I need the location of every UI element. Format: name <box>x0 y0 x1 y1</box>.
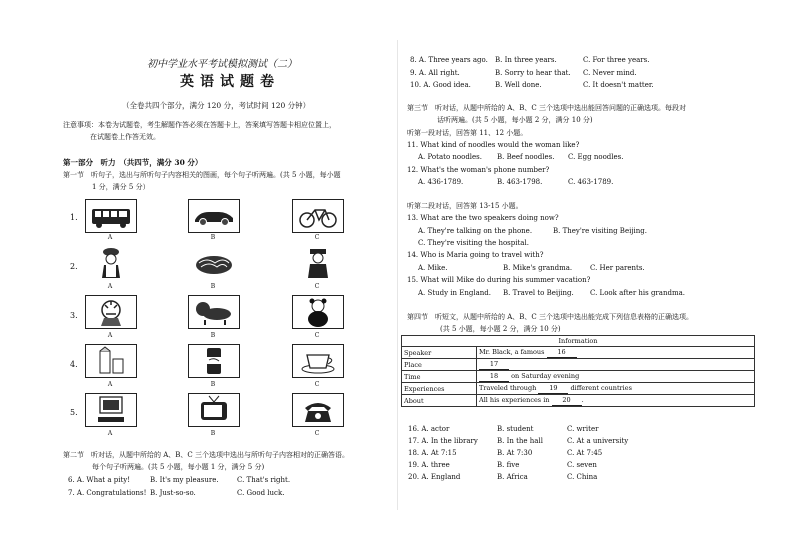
section3-instruction-1: 第三节 听对话，从题中所给的 A、B、C 三个选项中选出能回答问题的正确选项。每段对 <box>407 104 687 112</box>
q17-option-a: 17. A. In the library <box>408 437 478 445</box>
answer-blank: 18 <box>479 371 509 382</box>
caption-a: A <box>107 381 113 388</box>
row-number: 3. <box>70 311 78 320</box>
table-row <box>402 383 755 395</box>
telephone-icon <box>292 393 344 427</box>
caption-c: C <box>314 234 320 241</box>
q17-option-c: C. At a university <box>567 437 629 445</box>
q18-option-c: C. At 7:45 <box>567 449 603 457</box>
caption-a: A <box>107 430 113 437</box>
q12-option-c: C. 463-1789. <box>568 178 614 186</box>
q16-option-c: C. writer <box>567 425 599 433</box>
paper-title: 英语试题卷 <box>180 74 280 90</box>
q6-option-c: C. That's right. <box>237 476 291 484</box>
q12-option-b: B. 463-1798. <box>497 178 543 186</box>
q15-option-b: B. Travel to Beijing. <box>503 289 574 297</box>
car-icon <box>188 199 240 233</box>
row-value <box>477 383 755 395</box>
q15-option-c: C. Look after his grandma. <box>590 289 685 297</box>
q7-option-c: C. Good luck. <box>237 489 285 497</box>
computer-icon <box>85 393 137 427</box>
q10-option-a: 10. A. Good idea. <box>410 81 471 89</box>
q8-option-b: B. In three years. <box>495 56 557 64</box>
bicycle-icon <box>292 199 344 233</box>
q14-option-b: B. Mike's grandma. <box>503 264 573 272</box>
q18-option-a: 18. A. At 7:15 <box>408 449 457 457</box>
q18-option-b: B. At 7:30 <box>497 449 533 457</box>
row-value <box>477 347 755 359</box>
section4-instruction-1: 第四节 听短文，从题中所给的 A、B、C 三个选项中选出能完成下列信息表格的正确选项。 <box>407 313 694 321</box>
dialog2-instruction: 听第二段对话，回答第 13-15 小题。 <box>407 202 523 210</box>
notice-line-2: 在试题卷上作答无效。 <box>90 133 160 141</box>
coffee-cup-icon <box>292 344 344 378</box>
q12-question: 12. What's the woman's phone number? <box>407 166 550 174</box>
q19-option-a: 19. A. three <box>408 461 450 469</box>
q19-option-c: C. seven <box>567 461 597 469</box>
bus-icon <box>85 199 137 233</box>
q13-option-c: C. They're visiting the hospital. <box>418 239 529 247</box>
cola-icon <box>188 344 240 378</box>
policeman-icon <box>292 246 344 280</box>
q12-option-a: A. 436-1789. <box>418 178 464 186</box>
row-number: 5. <box>70 408 78 417</box>
row-number: 2. <box>70 262 78 271</box>
caption-b: B <box>210 283 216 290</box>
chef-icon <box>85 246 137 280</box>
row-label: About <box>402 395 477 407</box>
table-row <box>402 371 755 383</box>
caption-a: A <box>107 234 113 241</box>
q7-option-b: B. Just-so-so. <box>150 489 196 497</box>
section3-instruction-2: 话听两遍。(共 5 小题，每小题 2 分，满分 10 分) <box>437 116 593 124</box>
q11-option-c: C. Egg noodles. <box>568 153 624 161</box>
row-value <box>477 395 755 407</box>
caption-b: B <box>210 332 216 339</box>
caption-c: C <box>314 381 320 388</box>
q13-option-a: A. They're talking on the phone. <box>418 227 533 235</box>
q9-option-b: B. Sorry to hear that. <box>495 69 571 77</box>
caption-b: B <box>210 430 216 437</box>
q16-option-a: 16. A. actor <box>408 425 450 433</box>
q8-option-a: 8. A. Three years ago. <box>410 56 488 64</box>
row-text: Traveled through <box>479 384 537 392</box>
q16-option-b: B. student <box>497 425 534 433</box>
answer-blank: 19 <box>538 383 568 394</box>
section1-instruction-1: 第一节 听句子，选出与所听句子内容相关的图画，每个句子听两遍。(共 5 小题，每小题 <box>63 171 341 179</box>
q13-option-b: B. They're visiting Beijing. <box>553 227 647 235</box>
row-value <box>477 371 755 383</box>
section1-instruction-2: 1 分，满分 5 分） <box>92 183 150 191</box>
row-label: Time <box>402 371 477 383</box>
notice-line-1: 注意事项：本卷为试题卷，考生解题作答必须在答题卡上，答案填写答题卡相应位置上， <box>63 121 336 129</box>
exam-subtitle: （全卷共四个部分，满分 120 分，考试时间 120 分钟） <box>122 101 311 110</box>
column-divider <box>397 40 398 510</box>
row-number: 4. <box>70 360 78 369</box>
section4-instruction-2: (共 5 小题，每小题 2 分，满分 10 分) <box>440 325 561 333</box>
row-text: different countries <box>570 384 632 392</box>
caption-b: B <box>210 381 216 388</box>
q20-option-b: B. Africa <box>497 473 528 481</box>
q20-option-a: 20. A. England <box>408 473 461 481</box>
caption-c: C <box>314 430 320 437</box>
q20-option-c: C. China <box>567 473 598 481</box>
row-label: Experiences <box>402 383 477 395</box>
row-label: Place <box>402 359 477 371</box>
q6-option-b: B. It's my pleasure. <box>150 476 219 484</box>
caption-b: B <box>210 234 216 241</box>
information-table <box>401 335 755 407</box>
q11-question: 11. What kind of noodles would the woman like? <box>407 141 580 149</box>
row-text: on Saturday evening <box>511 372 580 380</box>
table-row <box>402 347 755 359</box>
exam-title: 初中学业水平考试模拟测试（二） <box>147 59 297 70</box>
row-number: 1. <box>70 213 78 222</box>
q8-option-c: C. For three years. <box>583 56 650 64</box>
section2-instruction-1: 第二节 听对话，从题中所给的 A、B、C 三个选项中选出与所听句子内容相对的正确答语。 <box>63 451 350 459</box>
q17-option-b: B. In the hall <box>497 437 543 445</box>
q14-option-a: A. Mike. <box>418 264 448 272</box>
lion-icon <box>188 295 240 329</box>
q10-option-b: B. Well done. <box>495 81 542 89</box>
caption-a: A <box>107 283 113 290</box>
q14-option-c: C. Her parents. <box>590 264 645 272</box>
caption-c: C <box>314 283 320 290</box>
dialog1-instruction: 听第一段对话，回答第 11、12 小题。 <box>407 129 528 137</box>
milk-icon <box>85 344 137 378</box>
row-text: Mr. Black, a famous <box>479 348 545 356</box>
answer-blank: 20 <box>552 395 582 406</box>
q13-question: 13. What are the two speakers doing now? <box>407 214 559 222</box>
tiger-icon <box>85 295 137 329</box>
panda-icon <box>292 295 344 329</box>
q9-option-a: 9. A. All right. <box>410 69 460 77</box>
q14-question: 14. Who is Maria going to travel with? <box>407 251 544 259</box>
table-title: Information <box>402 336 755 347</box>
table-row <box>402 359 755 371</box>
q7-option-a: 7. A. Congratulations! <box>68 489 147 497</box>
part1-heading: 第一部分 听力 （共四节，满分 30 分） <box>63 158 203 167</box>
row-text: . <box>581 396 584 404</box>
television-icon <box>188 393 240 427</box>
table-row <box>402 395 755 407</box>
q15-question: 15. What will Mike do during his summer vacation? <box>407 276 591 284</box>
q15-option-a: A. Study in England. <box>418 289 491 297</box>
row-label: Speaker <box>402 347 477 359</box>
q19-option-b: B. five <box>497 461 520 469</box>
q11-option-b: B. Beef noodles. <box>497 153 555 161</box>
answer-blank: 16 <box>547 347 577 358</box>
row-text: All his experiences in <box>479 396 550 404</box>
row-value <box>477 359 755 371</box>
caption-a: A <box>107 332 113 339</box>
answer-blank: 17 <box>479 359 509 370</box>
section2-instruction-2: 每个句子听两遍。(共 5 小题，每小题 1 分，满分 5 分) <box>92 463 265 471</box>
noodles-icon <box>188 246 240 280</box>
caption-c: C <box>314 332 320 339</box>
q6-option-a: 6. A. What a pity! <box>68 476 131 484</box>
q9-option-c: C. Never mind. <box>583 69 637 77</box>
q10-option-c: C. It doesn't matter. <box>583 81 654 89</box>
q11-option-a: A. Potato noodles. <box>418 153 483 161</box>
